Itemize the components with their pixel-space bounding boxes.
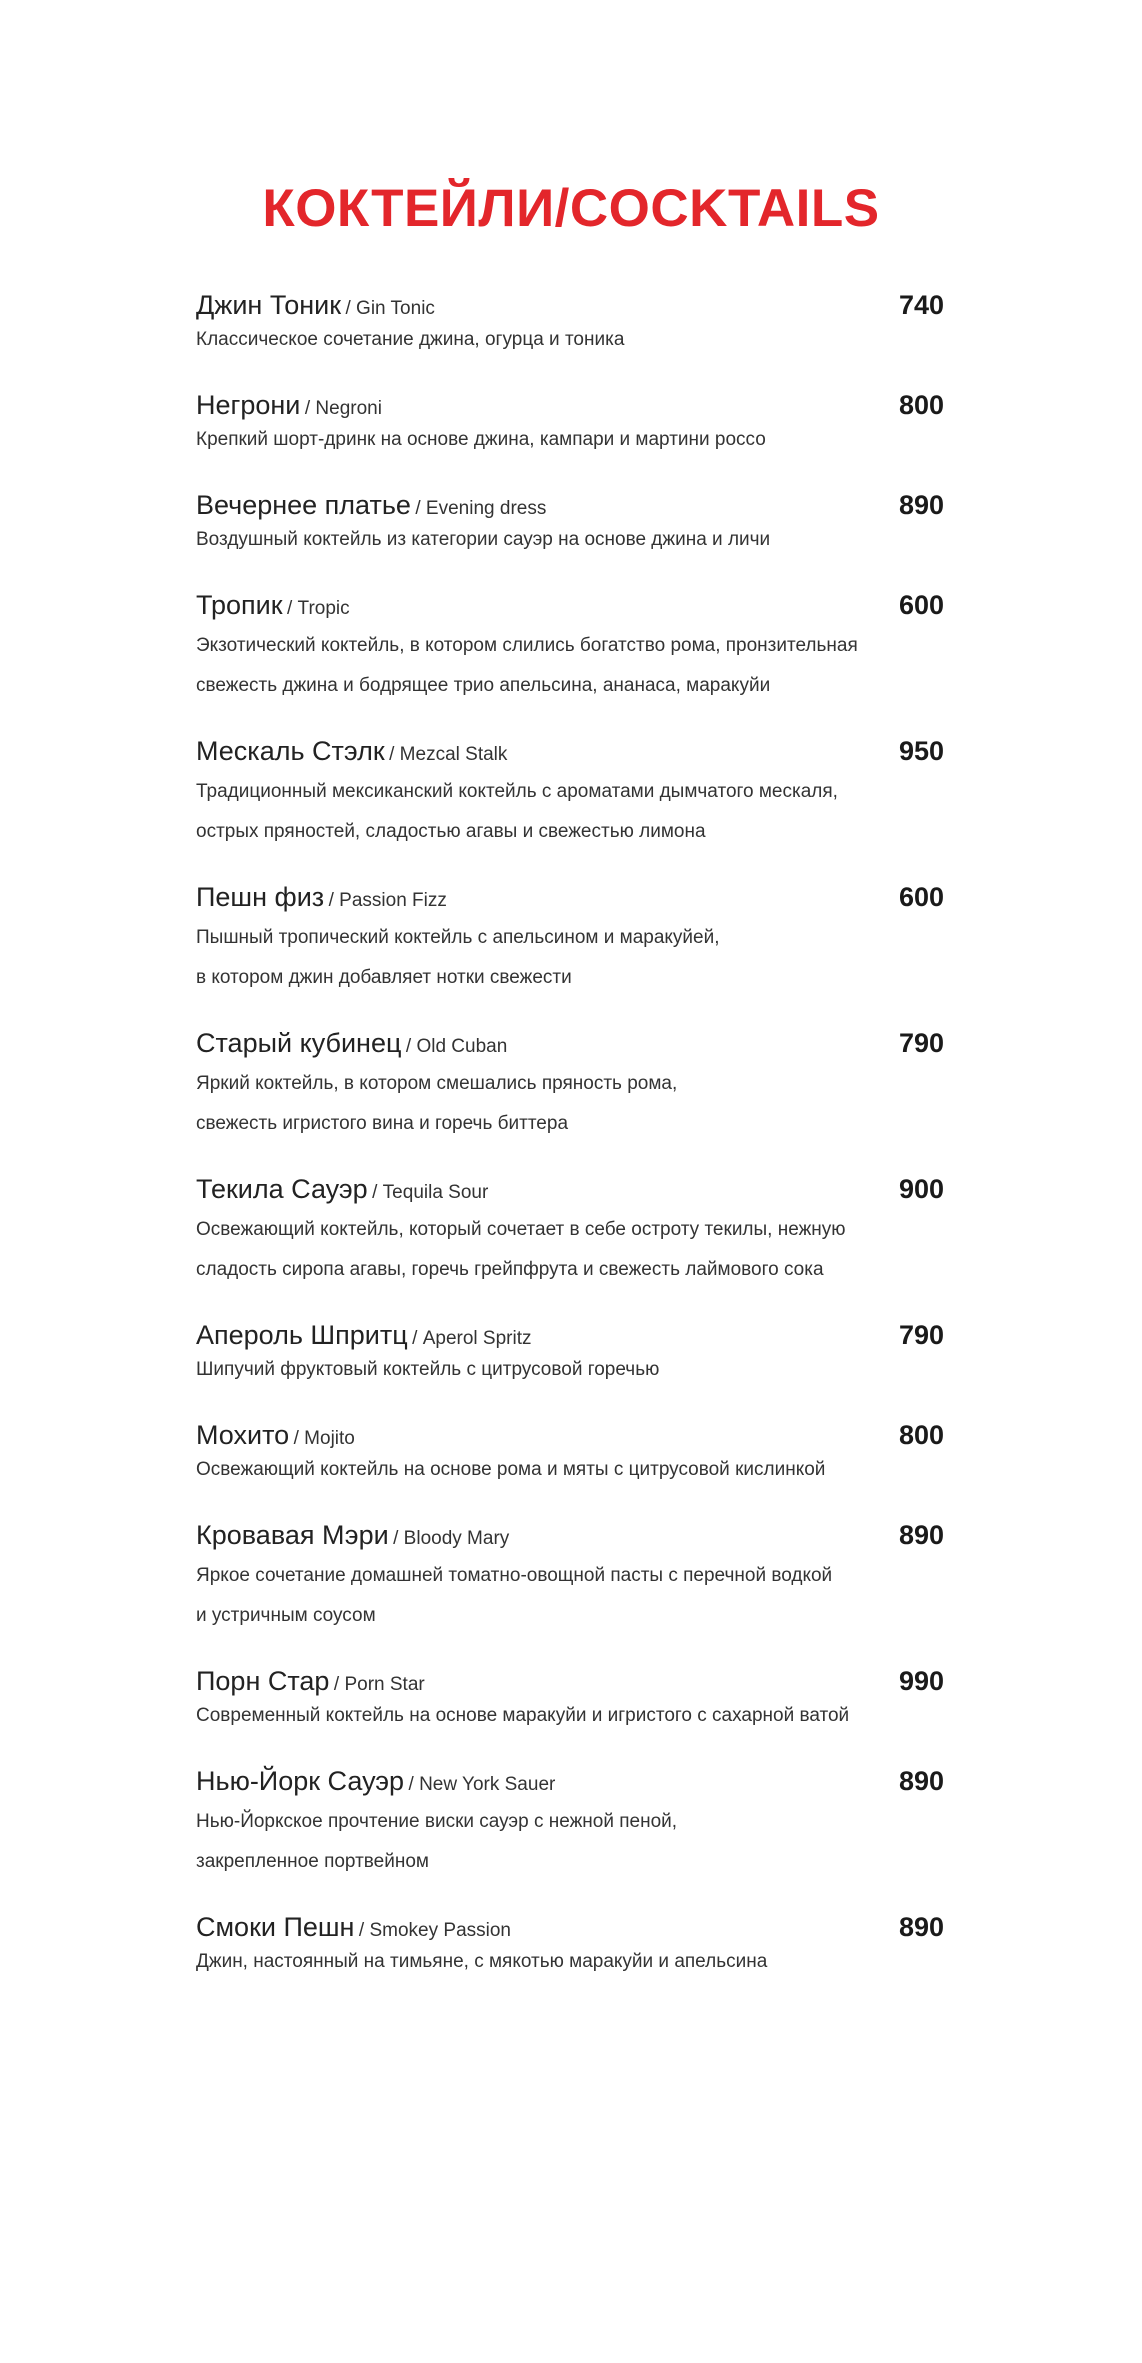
item-description: Традиционный мексиканский коктейль с ароматами дымчатого мескаля,	[196, 781, 838, 802]
menu-item	[196, 1663, 944, 1733]
item-name: Джин Тоник	[196, 290, 342, 320]
item-price: 790	[898, 1028, 944, 1058]
item-name-english: / New York Sauer	[408, 1774, 556, 1795]
item-header	[196, 387, 944, 423]
item-description: Освежающий коктейль, который сочетает в себе остроту текилы, нежную	[196, 1219, 846, 1240]
item-name-english: / Mojito	[293, 1428, 355, 1449]
item-name: Негрони	[196, 390, 301, 420]
item-title	[196, 879, 447, 920]
menu-item	[196, 1909, 944, 1979]
item-name: Пешн физ	[196, 882, 325, 912]
item-title	[196, 1663, 425, 1704]
item-name-english: / Passion Fizz	[328, 890, 447, 911]
item-title	[196, 287, 435, 328]
item-title	[196, 733, 507, 774]
item-price: 890	[898, 1912, 944, 1942]
item-price: 890	[898, 1520, 944, 1550]
item-title	[196, 1517, 509, 1558]
item-description: острых пряностей, сладостью агавы и свежестью лимона	[196, 821, 706, 842]
item-description: Шипучий фруктовый коктейль с цитрусовой горечью	[196, 1359, 660, 1380]
item-name-english: / Porn Star	[333, 1674, 425, 1695]
item-header	[196, 1909, 944, 1945]
menu-item	[196, 287, 944, 357]
item-name: Мескаль Стэлк	[196, 736, 385, 766]
menu-item	[196, 1517, 944, 1633]
item-description: Классическое сочетание джина, огурца и тоника	[196, 329, 625, 350]
item-title	[196, 1763, 555, 1804]
item-name: Мохито	[196, 1420, 290, 1450]
item-name: Порн Стар	[196, 1666, 330, 1696]
menu-title: КОКТЕЙЛИ/COCKTAILS	[262, 179, 880, 238]
menu-item	[196, 1317, 944, 1387]
item-description: Джин, настоянный на тимьяне, с мякотью маракуйи и апельсина	[196, 1951, 768, 1972]
menu-item	[196, 1171, 944, 1287]
menu-item	[196, 1417, 944, 1487]
item-header	[196, 1663, 944, 1699]
menu-item	[196, 879, 944, 995]
item-name-english: / Smokey Passion	[358, 1920, 511, 1941]
item-price: 800	[898, 390, 944, 420]
item-description: Пышный тропический коктейль с апельсином и маракуйей,	[196, 927, 720, 948]
item-name: Апероль Шпритц	[196, 1320, 408, 1350]
item-description: Яркий коктейль, в котором смешались пряность рома,	[196, 1073, 678, 1094]
item-header	[196, 487, 944, 523]
item-price: 600	[898, 590, 944, 620]
item-price: 800	[898, 1420, 944, 1450]
item-description: Экзотический коктейль, в котором слились богатство рома, пронзительная	[196, 635, 858, 656]
item-name: Текила Сауэр	[196, 1174, 368, 1204]
item-name-english: / Evening dress	[415, 498, 547, 519]
item-name-english: / Old Cuban	[405, 1036, 508, 1057]
item-name-english: / Bloody Mary	[393, 1528, 510, 1549]
item-description: в котором джин добавляет нотки свежести	[196, 967, 572, 988]
item-title	[196, 1417, 355, 1458]
item-description: Нью-Йоркское прочтение виски сауэр с нежной пеной,	[196, 1811, 678, 1832]
item-header	[196, 1517, 944, 1553]
item-description: Освежающий коктейль на основе рома и мяты с цитрусовой кислинкой	[196, 1459, 826, 1480]
item-name-english: / Tequila Sour	[372, 1182, 489, 1203]
item-name: Старый кубинец	[196, 1028, 402, 1058]
item-description: и устричным соусом	[196, 1605, 376, 1626]
item-header	[196, 287, 944, 323]
menu-item	[196, 733, 944, 849]
item-header	[196, 1763, 944, 1799]
item-description: Современный коктейль на основе маракуйи и игристого с сахарной ватой	[196, 1705, 850, 1726]
menu-item	[196, 587, 944, 703]
item-name-english: / Negroni	[304, 398, 382, 419]
item-description: свежесть игристого вина и горечь биттера	[196, 1113, 569, 1134]
item-title	[196, 487, 546, 528]
item-header	[196, 733, 944, 769]
item-price: 890	[898, 490, 944, 520]
item-title	[196, 587, 350, 628]
item-title	[196, 1025, 507, 1066]
item-name: Нью-Йорк Сауэр	[196, 1766, 405, 1796]
item-price: 740	[898, 290, 944, 320]
item-header	[196, 879, 944, 915]
item-description: Крепкий шорт-дринк на основе джина, кампари и мартини россо	[196, 429, 766, 450]
item-header	[196, 1171, 944, 1207]
item-header	[196, 1025, 944, 1061]
item-title	[196, 1171, 488, 1212]
item-description: закрепленное портвейном	[196, 1851, 429, 1872]
item-price: 790	[898, 1320, 944, 1350]
item-title	[196, 387, 382, 428]
item-price: 890	[898, 1766, 944, 1796]
item-description: сладость сиропа агавы, горечь грейпфрута и свежесть лаймового сока	[196, 1259, 824, 1280]
item-title	[196, 1909, 511, 1950]
item-name: Смоки Пешн	[196, 1912, 355, 1942]
item-name-english: / Mezcal Stalk	[389, 744, 508, 765]
item-header	[196, 1417, 944, 1453]
item-name: Тропик	[196, 590, 283, 620]
item-name-english: / Aperol Spritz	[412, 1328, 532, 1349]
cocktail-list	[196, 287, 944, 2009]
item-title	[196, 1317, 531, 1358]
item-price: 990	[898, 1666, 944, 1696]
item-description: Яркое сочетание домашней томатно-овощной пасты с перечной водкой	[196, 1565, 833, 1586]
item-header	[196, 1317, 944, 1353]
item-header	[196, 587, 944, 623]
menu-item	[196, 1763, 944, 1879]
item-description: Воздушный коктейль из категории сауэр на основе джина и личи	[196, 529, 771, 550]
item-price: 600	[898, 882, 944, 912]
menu-item	[196, 387, 944, 457]
menu-item	[196, 487, 944, 557]
item-description: свежесть джина и бодрящее трио апельсина, ананаса, маракуйи	[196, 675, 771, 696]
menu-item	[196, 1025, 944, 1141]
item-name-english: / Gin Tonic	[345, 298, 435, 319]
item-price: 900	[898, 1174, 944, 1204]
item-name-english: / Tropic	[286, 598, 350, 619]
item-name: Вечернее платье	[196, 490, 411, 520]
item-price: 950	[898, 736, 944, 766]
item-name: Кровавая Мэри	[196, 1520, 389, 1550]
